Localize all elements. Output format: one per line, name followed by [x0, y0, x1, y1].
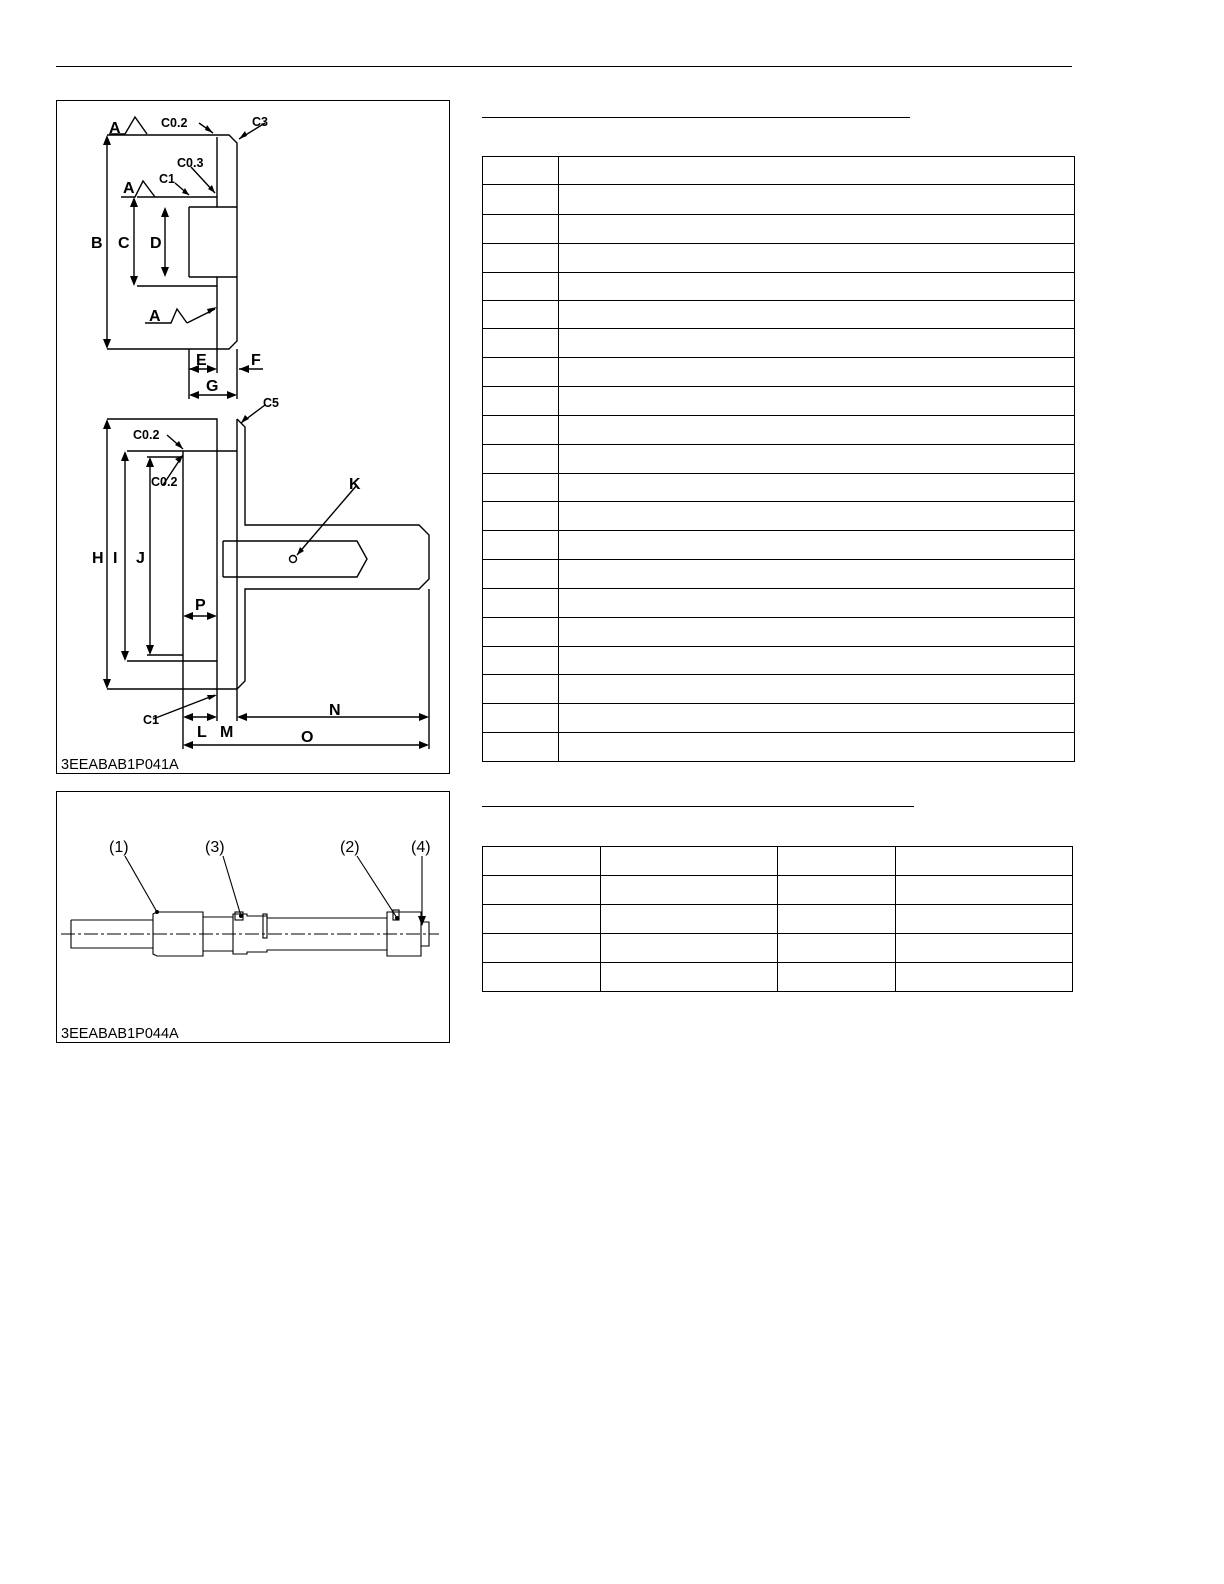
- table-cell: [483, 273, 559, 301]
- label-n: N: [329, 702, 341, 719]
- table-cell: [558, 531, 1074, 560]
- label-p: P: [195, 597, 206, 614]
- table-cell: [483, 647, 559, 675]
- table-cell: [558, 502, 1074, 531]
- table-cell: [483, 618, 559, 647]
- spec-table-2: [482, 846, 1073, 992]
- label-i: I: [113, 550, 118, 567]
- table-cell: [778, 934, 896, 963]
- figure-code: 3EEABAB1P041A: [61, 757, 179, 773]
- table-cell: [558, 329, 1074, 358]
- table-cell: [601, 876, 778, 905]
- table-row: [483, 329, 1075, 358]
- label-o: O: [301, 729, 314, 746]
- table-cell: [896, 934, 1073, 963]
- label-g: G: [206, 378, 219, 395]
- chamfer-c03: C0.3: [177, 156, 204, 170]
- table-cell: [558, 185, 1074, 215]
- header-rule: [56, 66, 1072, 67]
- table-cell: [483, 704, 559, 733]
- table-cell: [601, 847, 778, 876]
- label-l: L: [197, 724, 207, 741]
- table-cell: [483, 329, 559, 358]
- figure-code: 3EEABAB1P044A: [61, 1026, 179, 1042]
- table-row: [483, 416, 1075, 445]
- table-row: [483, 215, 1075, 244]
- table-cell: [558, 301, 1074, 329]
- table-cell: [483, 847, 601, 876]
- chamfer-c02-a: C0.2: [133, 428, 160, 442]
- table-row: [483, 905, 1073, 934]
- table-cell: [483, 445, 559, 474]
- table-cell: [896, 876, 1073, 905]
- table-cell: [896, 847, 1073, 876]
- table-cell: [778, 847, 896, 876]
- label-f: F: [251, 352, 261, 369]
- chamfer-c5: C5: [263, 396, 279, 410]
- shaft-figure: [56, 791, 450, 1043]
- table-cell: [483, 157, 559, 185]
- shaft-drawing: [57, 792, 451, 1044]
- label-b: B: [91, 235, 103, 252]
- label-a-2: A: [123, 180, 135, 197]
- label-a-3: A: [149, 308, 161, 325]
- spec-table-1: [482, 156, 1075, 762]
- table-row: [483, 733, 1075, 762]
- table-cell: [558, 416, 1074, 445]
- callout-3: (3): [205, 839, 225, 856]
- label-a-1: A: [109, 120, 121, 137]
- table-cell: [483, 560, 559, 589]
- chamfer-c3: C3: [252, 115, 268, 129]
- table-cell: [601, 963, 778, 992]
- table-cell: [558, 733, 1074, 762]
- table-row: [483, 387, 1075, 416]
- label-e: E: [196, 352, 207, 369]
- table-cell: [558, 704, 1074, 733]
- table-cell: [601, 934, 778, 963]
- chamfer-c1-bottom: C1: [143, 713, 159, 727]
- table-row: [483, 704, 1075, 733]
- table-cell: [483, 215, 559, 244]
- table-cell: [778, 876, 896, 905]
- label-c: C: [118, 235, 130, 252]
- table-row: [483, 273, 1075, 301]
- table-row: [483, 244, 1075, 273]
- label-d: D: [150, 235, 162, 252]
- table-cell: [483, 876, 601, 905]
- label-k: K: [349, 476, 361, 493]
- table-cell: [558, 387, 1074, 416]
- table-row: [483, 474, 1075, 502]
- table-row: [483, 157, 1075, 185]
- label-j: J: [136, 550, 145, 567]
- table-cell: [558, 358, 1074, 387]
- table-cell: [778, 905, 896, 934]
- section-rule-2: [482, 806, 914, 807]
- table-row: [483, 675, 1075, 704]
- table-row: [483, 445, 1075, 474]
- table-row: [483, 301, 1075, 329]
- chamfer-c1-top: C1: [159, 172, 175, 186]
- table-cell: [558, 589, 1074, 618]
- table-cell: [483, 733, 559, 762]
- table-cell: [483, 963, 601, 992]
- table-cell: [896, 963, 1073, 992]
- table-row: [483, 876, 1073, 905]
- table-row: [483, 358, 1075, 387]
- table-cell: [601, 905, 778, 934]
- table-row: [483, 185, 1075, 215]
- table-cell: [483, 387, 559, 416]
- table-cell: [483, 502, 559, 531]
- dimension-figure: [56, 100, 450, 774]
- table-row: [483, 589, 1075, 618]
- table-cell: [896, 905, 1073, 934]
- table-cell: [558, 618, 1074, 647]
- table-row: [483, 647, 1075, 675]
- table-cell: [558, 675, 1074, 704]
- table-cell: [558, 474, 1074, 502]
- table-cell: [483, 934, 601, 963]
- label-m: M: [220, 724, 234, 741]
- callout-2: (2): [340, 839, 360, 856]
- label-h: H: [92, 550, 104, 567]
- table-row: [483, 531, 1075, 560]
- section-rule-1: [482, 117, 910, 118]
- table-row: [483, 847, 1073, 876]
- table-cell: [558, 647, 1074, 675]
- table-cell: [483, 474, 559, 502]
- table-cell: [483, 185, 559, 215]
- table-cell: [483, 244, 559, 273]
- table-row: [483, 963, 1073, 992]
- table-cell: [558, 215, 1074, 244]
- chamfer-c02-top: C0.2: [161, 116, 188, 130]
- table-cell: [483, 416, 559, 445]
- table-row: [483, 560, 1075, 589]
- dimension-drawing: [57, 101, 451, 775]
- callout-4: (4): [411, 839, 431, 856]
- callout-1: (1): [109, 839, 129, 856]
- table-cell: [558, 244, 1074, 273]
- table-cell: [483, 905, 601, 934]
- table-cell: [483, 589, 559, 618]
- table-cell: [483, 531, 559, 560]
- table-cell: [483, 675, 559, 704]
- table-row: [483, 618, 1075, 647]
- table-cell: [483, 358, 559, 387]
- table-cell: [558, 273, 1074, 301]
- table-cell: [483, 301, 559, 329]
- table-row: [483, 934, 1073, 963]
- table-cell: [778, 963, 896, 992]
- table-row: [483, 502, 1075, 531]
- table-cell: [558, 157, 1074, 185]
- table-cell: [558, 445, 1074, 474]
- chamfer-c02-b: C0.2: [151, 475, 178, 489]
- table-cell: [558, 560, 1074, 589]
